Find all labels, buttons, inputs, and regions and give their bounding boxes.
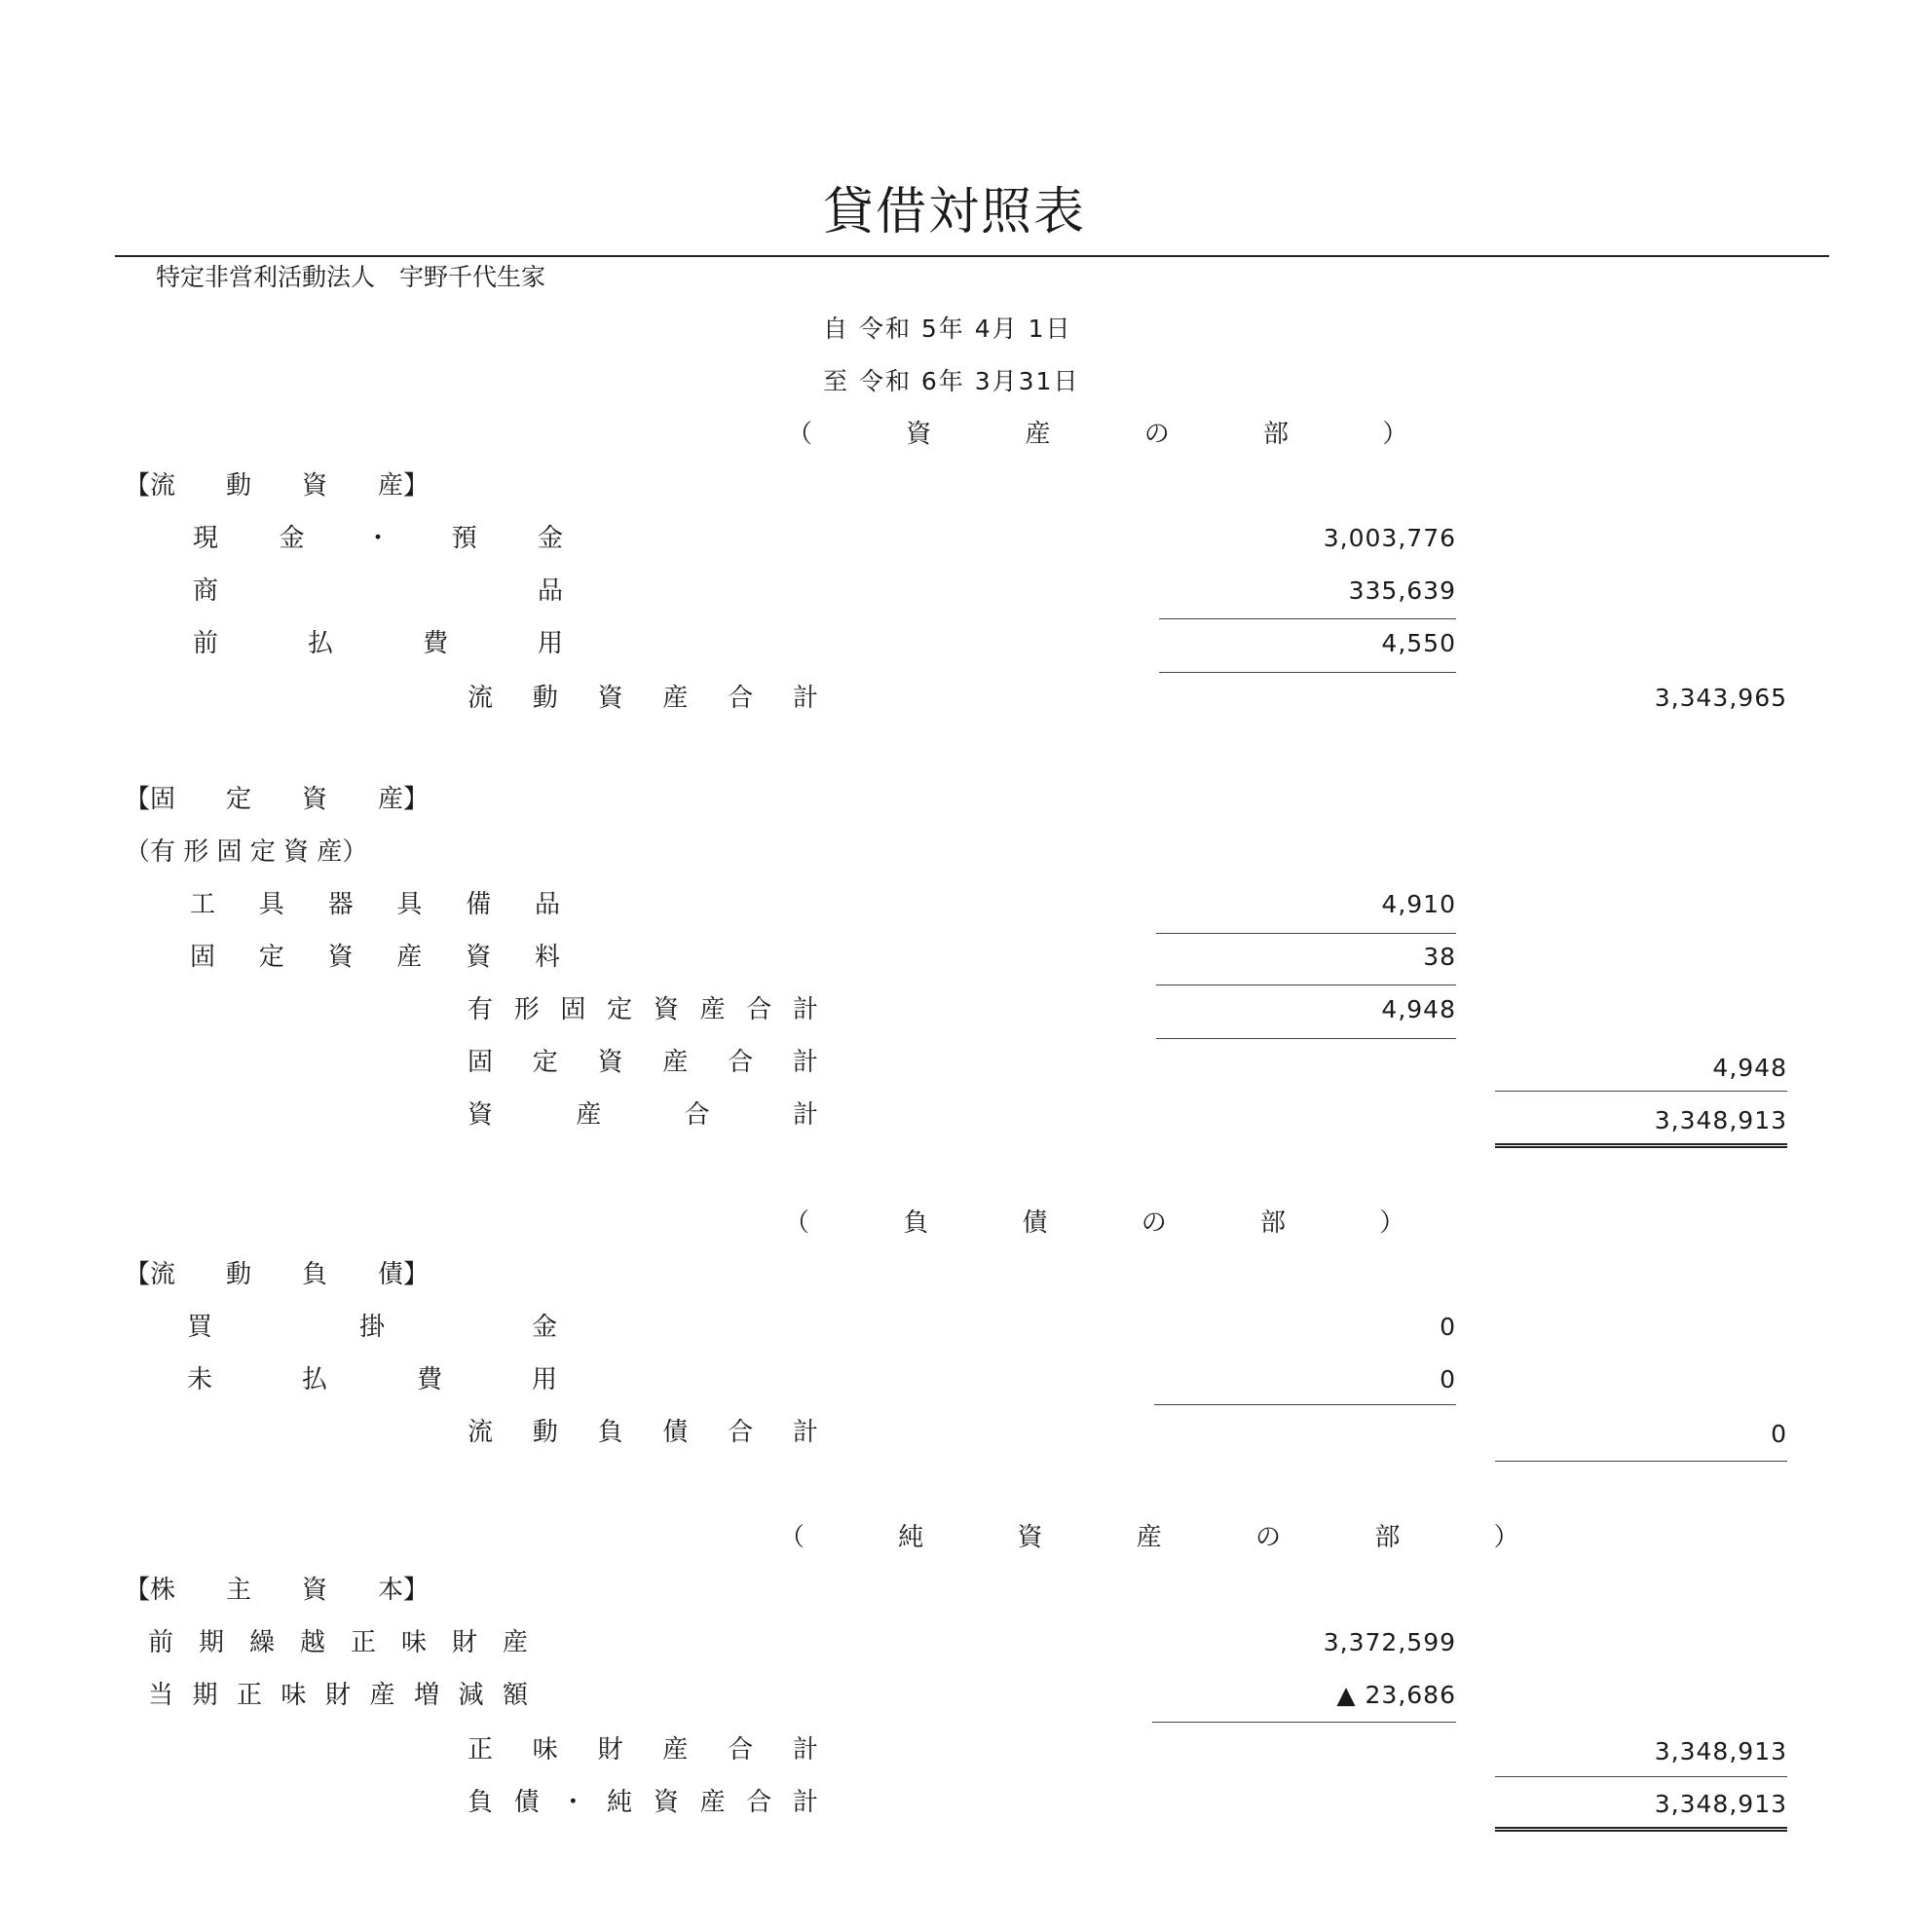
tools-equipment-label: 工 具 器 具 備 品 xyxy=(190,890,560,919)
subtotal-rule xyxy=(1156,1038,1456,1039)
total-rule xyxy=(1495,1776,1787,1777)
current-liabilities-total-value: 0 xyxy=(1771,1420,1787,1448)
net-assets-change-value: ▲ 23,686 xyxy=(1336,1681,1456,1709)
merchandise-label: 商 品 xyxy=(193,576,563,606)
total-rule xyxy=(1495,1091,1787,1092)
assets-heading: （ 資 産 の 部 ） xyxy=(787,420,1451,449)
document-title: 貸借対照表 xyxy=(822,183,1086,242)
subtotal-rule xyxy=(1152,1722,1456,1723)
cash-deposits-value: 3,003,776 xyxy=(1323,524,1456,552)
current-assets-total-label: 流 動 資 産 合 計 xyxy=(468,684,818,713)
current-liabilities-category: 【流 動 負 債】 xyxy=(125,1260,430,1289)
prior-net-assets-value: 3,372,599 xyxy=(1323,1628,1456,1656)
tangible-fixed-assets-total-label: 有 形 固 定 資 産 合 計 xyxy=(468,995,818,1024)
cash-deposits-label: 現 金 ・ 預 金 xyxy=(193,524,563,553)
current-assets-total-value: 3,343,965 xyxy=(1654,684,1787,712)
shareholders-equity-category: 【株 主 資 本】 xyxy=(125,1576,430,1605)
prepaid-expenses-label: 前 払 費 用 xyxy=(193,629,563,658)
grand-total-double-rule xyxy=(1495,1143,1787,1148)
net-assets-change-label: 当 期 正 味 財 産 増 減 額 xyxy=(148,1681,528,1710)
net-assets-heading: （ 純 資 産 の 部 ） xyxy=(779,1523,1562,1552)
period-to: 至 令和 6年 3月31日 xyxy=(823,367,1080,395)
current-liabilities-total-label: 流 動 負 債 合 計 xyxy=(468,1418,818,1447)
assets-grand-total-value: 3,348,913 xyxy=(1654,1106,1787,1134)
net-assets-total-value: 3,348,913 xyxy=(1654,1737,1787,1765)
assets-grand-total-label: 資 産 合 計 xyxy=(468,1100,818,1130)
title-rule xyxy=(115,255,1829,257)
liabilities-net-assets-total-value: 3,348,913 xyxy=(1654,1790,1787,1818)
accrued-expenses-label: 未 払 費 用 xyxy=(187,1365,557,1394)
liabilities-heading: （ 負 債 の 部 ） xyxy=(784,1208,1448,1238)
liabilities-net-assets-total-label: 負 債 ・ 純 資 産 合 計 xyxy=(468,1788,818,1817)
fixed-assets-total-value: 4,948 xyxy=(1712,1054,1787,1082)
total-rule xyxy=(1495,1461,1787,1462)
accounts-payable-value: 0 xyxy=(1440,1313,1456,1341)
subtotal-rule xyxy=(1154,1404,1456,1405)
subtotal-rule xyxy=(1156,933,1456,934)
organization-name: 特定非営利活動法人 宇野千代生家 xyxy=(156,263,546,291)
prior-net-assets-label: 前 期 繰 越 正 味 財 産 xyxy=(148,1628,528,1657)
subtotal-rule xyxy=(1159,672,1456,673)
accrued-expenses-value: 0 xyxy=(1440,1365,1456,1393)
subtotal-rule xyxy=(1159,618,1456,619)
fixed-assets-total-label: 固 定 資 産 合 計 xyxy=(468,1048,818,1077)
grand-total-double-rule xyxy=(1495,1827,1787,1832)
current-assets-category: 【流 動 資 産】 xyxy=(125,471,430,501)
net-assets-total-label: 正 味 財 産 合 計 xyxy=(468,1735,818,1765)
prepaid-expenses-value: 4,550 xyxy=(1381,629,1456,657)
fixed-assets-category: 【固 定 資 産】 xyxy=(125,785,430,814)
tangible-fixed-assets-total-value: 4,948 xyxy=(1381,995,1456,1023)
tangible-fixed-assets-subcategory: （有 形 固 定 資 産） xyxy=(125,837,368,867)
tools-equipment-value: 4,910 xyxy=(1381,890,1456,918)
merchandise-value: 335,639 xyxy=(1348,576,1456,605)
fixed-asset-materials-value: 38 xyxy=(1423,943,1456,971)
fixed-asset-materials-label: 固 定 資 産 資 料 xyxy=(190,943,560,972)
period-from: 自 令和 5年 4月 1日 xyxy=(823,315,1072,343)
accounts-payable-label: 買 掛 金 xyxy=(187,1313,557,1342)
